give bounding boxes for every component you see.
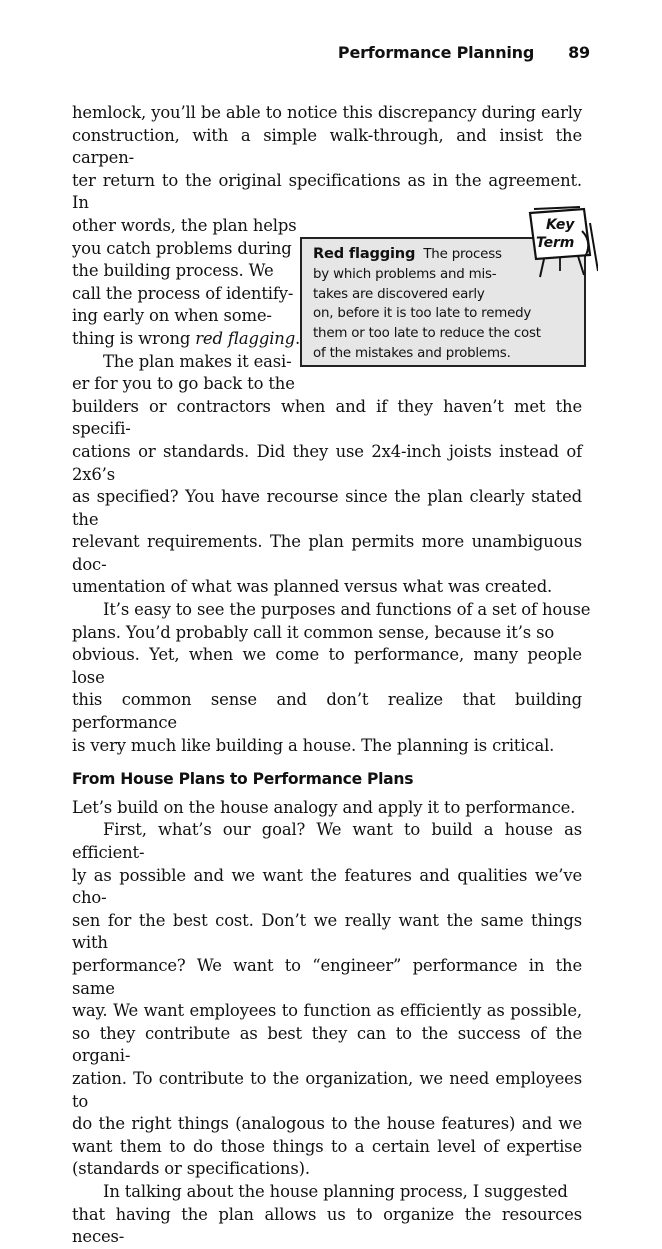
text-line: First, what’s our goal? We want to build a house as efficient- — [72, 820, 582, 862]
wrapped-section — [72, 215, 582, 396]
text-line: obvious. Yet, when we come to performance, many people lose — [72, 645, 582, 687]
definition-line: The process — [423, 246, 502, 262]
section-heading: From House Plans to Performance Plans — [72, 770, 414, 789]
text-line: other words, the plan helps — [72, 215, 297, 235]
icon-text-term: Term — [536, 234, 575, 251]
text-line: construction, with a simple walk-through, and insist the carpen- — [72, 125, 582, 168]
text-line: relevant requirements. The plan permits more unambiguous doc- — [72, 532, 582, 574]
text-line: so they contribute as best they can to the success of the organi- — [72, 1023, 582, 1066]
text-line: In talking about the house planning process, I suggested — [103, 1181, 568, 1201]
text-line: cations or standards. Did they use 2x4-inch joists instead of 2x6’s — [72, 441, 582, 484]
text-line: you catch problems during — [72, 238, 292, 258]
icon-text-key: Key — [546, 216, 575, 233]
paragraph-3 — [72, 599, 591, 757]
paragraph-1 — [72, 102, 582, 215]
page-number: 89 — [568, 43, 590, 62]
text-line: ter return to the original specifications as in the agreement. In — [72, 170, 582, 213]
text-fragment: thing is wrong — [72, 328, 196, 348]
text-line: way. We want employees to function as efficiently as possible, — [72, 1001, 582, 1021]
definition-line: of the mistakes and problems. — [313, 345, 511, 361]
text-line: call the process of identify- — [72, 283, 294, 303]
wrapped-text — [72, 215, 301, 396]
paragraph-4 — [72, 797, 582, 820]
text-line: plans. You’d probably call it common sense, because it’s so — [72, 622, 555, 642]
definition-line: by which problems and mis- — [313, 266, 497, 282]
text-line: Let’s build on the house analogy and apply it to performance. — [72, 797, 576, 817]
text-fragment: . — [295, 328, 301, 348]
text-line: umentation of what was planned versus what was created. — [72, 577, 553, 597]
text-line: The plan makes it easi- — [103, 351, 292, 371]
key-term-word: Red flagging — [313, 244, 416, 262]
paragraph-6 — [72, 1181, 582, 1249]
text-line: builders or contractors when and if they haven’t met the specifi- — [72, 396, 582, 439]
text-line: sen for the best cost. Don’t we really want the same things with — [72, 910, 582, 953]
text-line: as specified? You have recourse since the plan clearly stated the — [72, 487, 582, 529]
text-line: (standards or specifications). — [72, 1159, 310, 1179]
key-term-easel-icon — [520, 201, 598, 281]
paragraph-5 — [72, 819, 582, 1181]
text-line: this common sense and don’t realize that building performance — [72, 690, 582, 733]
text-line: zation. To contribute to the organization, we need employees to — [72, 1068, 582, 1111]
body-text — [72, 102, 591, 1249]
text-line: do the right things (analogous to the house features) and we — [72, 1114, 582, 1134]
text-line: the building process. We — [72, 261, 274, 281]
text-line: er for you to go back to the — [72, 374, 295, 394]
text-line: that having the plan allows us to organize the resources neces- — [72, 1204, 582, 1247]
paragraph-2 — [72, 396, 582, 599]
text-line: performance? We want to “engineer” performance in the same — [72, 955, 582, 998]
text-line: want them to do those things to a certain level of expertise — [72, 1136, 582, 1156]
definition-line: them or too late to reduce the cost — [313, 326, 541, 342]
italic-term: red flagging — [195, 328, 296, 348]
text-line: hemlock, you’ll be able to notice this discrepancy during early — [72, 103, 582, 122]
running-head-title: Performance Planning — [337, 43, 535, 62]
running-head — [338, 43, 590, 62]
definition-line: takes are discovered early — [313, 286, 485, 302]
text-line: ing early on when some- — [72, 306, 272, 326]
definition-line: on, before it is too late to remedy — [313, 306, 532, 322]
text-line — [72, 328, 301, 351]
text-line: It’s easy to see the purposes and functions of a set of house — [103, 600, 591, 620]
text-line: is very much like building a house. The planning is critical. — [72, 735, 555, 755]
text-line: ly as possible and we want the features and qualities we’ve cho- — [72, 865, 582, 908]
